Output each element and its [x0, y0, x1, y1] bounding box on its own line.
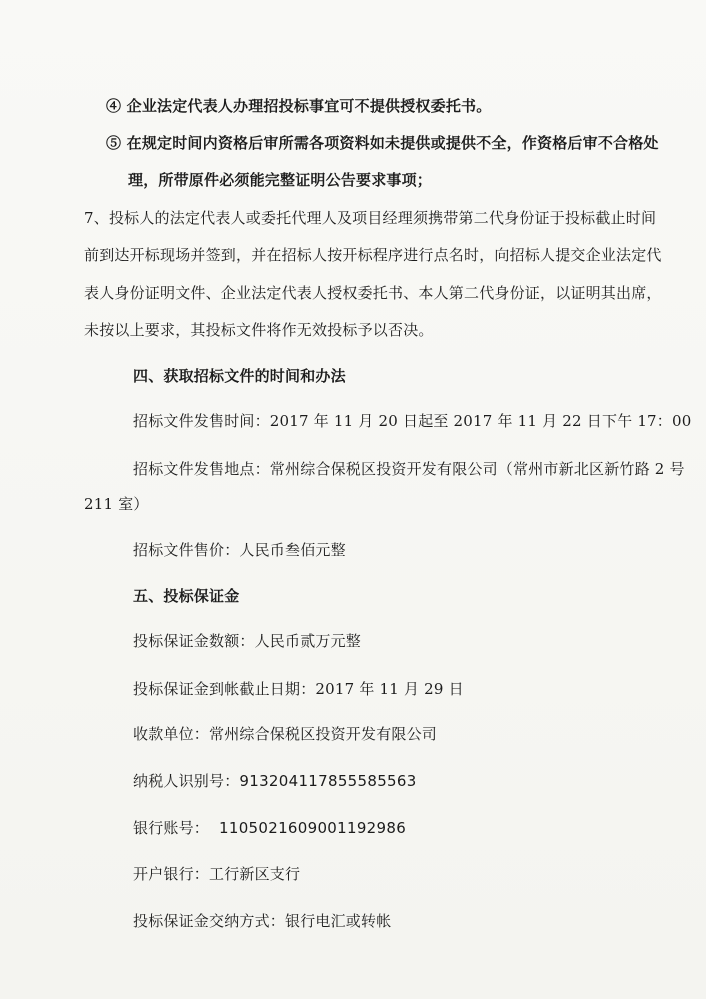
deposit-deadline: 投标保证金到帐截止日期：2017 年 11 月 29 日: [133, 680, 464, 698]
taxpayer-id-row: [133, 771, 417, 791]
document-price: 招标文件售价：人民币叁佰元整: [133, 541, 346, 559]
opening-bank: 开户银行：工行新区支行: [133, 865, 301, 883]
payment-method: 投标保证金交纳方式：银行电汇或转帐: [133, 912, 392, 930]
taxpayer-id-value: 913204117855585563: [239, 772, 417, 790]
payee-unit: 收款单位：常州综合保税区投资开发有限公司: [133, 725, 438, 743]
item-7-line-3: 表人身份证明文件、企业法定代表人授权委托书、本人第二代身份证，以证明其出席，: [84, 284, 662, 302]
section-5-heading: 五、投标保证金: [133, 587, 240, 605]
section-4-heading: 四、获取招标文件的时间和办法: [133, 367, 346, 385]
bank-account-row: [133, 818, 406, 838]
item-7-line-4: 未按以上要求，其投标文件将作无效投标予以否决。: [84, 321, 434, 339]
item-5-line-2: 理，所带原件必须能完整证明公告要求事项；: [128, 171, 433, 189]
bank-account-value: 1105021609001192986: [219, 819, 407, 837]
bank-account-label: 银行账号：: [133, 819, 210, 837]
deposit-amount: 投标保证金数额：人民币贰万元整: [133, 632, 362, 650]
sale-place-line-2: 211 室）: [84, 495, 149, 513]
item-5-line-1: ⑤ 在规定时间内资格后审所需各项资料如未提供或提供不全，作资格后审不合格处: [106, 134, 659, 152]
item-7-line-1: 7、投标人的法定代表人或委托代理人及项目经理须携带第二代身份证于投标截止时间: [84, 209, 657, 227]
item-4-text: ④ 企业法定代表人办理招投标事宜可不提供授权委托书。: [106, 97, 492, 115]
item-7-line-2: 前到达开标现场并签到，并在招标人按开标程序进行点名时，向招标人提交企业法定代: [84, 246, 662, 264]
sale-time: 招标文件发售时间：2017 年 11 月 20 日起至 2017 年 11 月 22 日下午 17：00: [133, 412, 692, 430]
taxpayer-id-label: 纳税人识别号：: [133, 772, 240, 790]
sale-place-line-1: 招标文件发售地点：常州综合保税区投资开发有限公司（常州市新北区新竹路 2 号: [133, 460, 685, 478]
